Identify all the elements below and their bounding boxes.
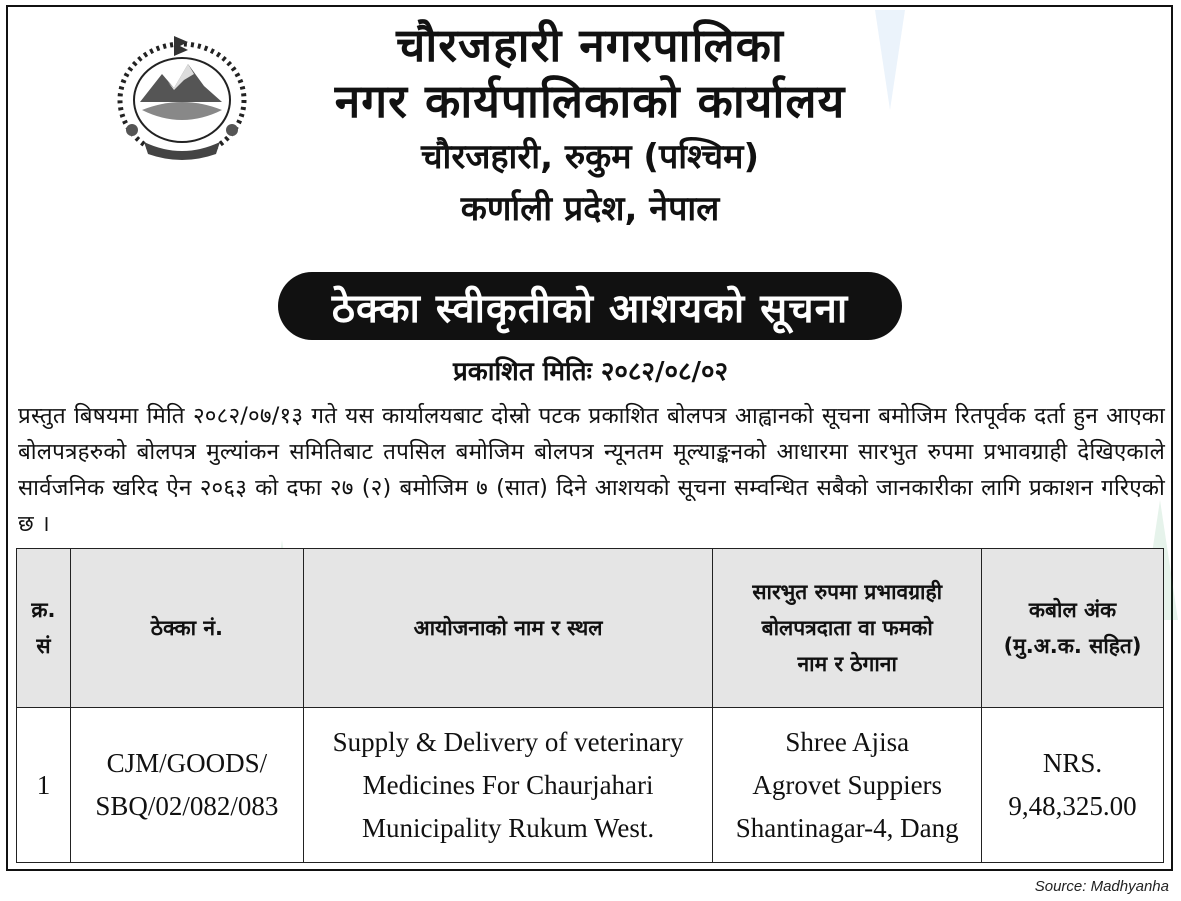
office-address: चौरजहारी, रुकुम (पश्चिम) xyxy=(420,137,760,177)
contract-table xyxy=(16,548,1164,863)
office-header xyxy=(270,18,910,234)
header-line: नाम र ठेगाना xyxy=(797,652,897,676)
header-line: कबोल अंक xyxy=(1028,598,1117,622)
notice-body: प्रस्तुत बिषयमा मिति २०८२/०७/१३ गते यस कार्यालयबाट दोस्रो पटक प्रकाशित बोलपत्र आह्वानको सूचना बमोजिम रितपूर्वक दर्ता हुन आएका बोलपत्रहरुको बोलपत्र मुल्यांकन समितिबाट तपसिल बमोजिम बोलपत्र न्यूनतम मूल्याङ्कनको आधारमा सारभुत रुपमा प्रभावग्राही देखिएकाले सार्वजनिक खरिद ऐन २०६३ को दफा २७ (२) बमोजिम ७ (सात) दिने आशयको सूचना सम्वन्धित सबैको जानकारीका लागि प्रकाशन गरिएको छ । xyxy=(18,403,1165,537)
header-serial xyxy=(17,549,71,708)
header-line: ठेक्का नं. xyxy=(150,616,223,640)
table-body xyxy=(17,708,1164,863)
cell-line: Shantinagar-4, Dang xyxy=(735,812,959,843)
notice-title: ठेक्का स्वीकृतीको आशयको सूचना xyxy=(278,272,902,340)
header-line: सं xyxy=(36,634,51,658)
header-project-name xyxy=(303,549,712,708)
published-date: प्रकाशित मितिः २०८२/०८/०२ xyxy=(452,357,729,387)
header-bid-amount xyxy=(982,549,1164,708)
province-country: कर्णाली प्रदेश, नेपाल xyxy=(460,189,720,229)
nepal-government-emblem-icon xyxy=(104,30,260,166)
cell-bid-amount xyxy=(982,708,1164,863)
table-row xyxy=(17,708,1164,863)
header-bidder-name xyxy=(713,549,982,708)
source-credit: Source: Madhyanha xyxy=(1034,878,1169,895)
header-line: आयोजनाको नाम र स्थल xyxy=(413,616,603,640)
cell-line: Medicines For Chaurjahari xyxy=(362,769,654,800)
office-name: नगर कार्यपालिकाको कार्यालय xyxy=(334,74,846,128)
cell-line: 1 xyxy=(36,769,51,800)
header-line: बोलपत्रदाता वा फमको xyxy=(761,616,933,640)
cell-serial xyxy=(17,708,71,863)
cell-bidder-name xyxy=(713,708,982,863)
cell-line: SBQ/02/082/083 xyxy=(95,791,279,821)
cell-line: Agrovet Suppiers xyxy=(752,769,943,800)
cell-line: Supply & Delivery of veterinary xyxy=(332,726,684,757)
cell-line: NRS. xyxy=(1042,748,1103,778)
cell-line: CJM/GOODS/ xyxy=(106,748,268,778)
municipality-name: चौरजहारी नगरपालिका xyxy=(396,18,784,72)
header-line: सारभुत रुपमा प्रभावग्राही xyxy=(752,580,943,604)
header-line: (मु.अ.क. सहित) xyxy=(1003,634,1142,658)
table-header-row xyxy=(17,549,1164,708)
cell-line: Shree Ajisa xyxy=(785,726,910,757)
cell-project-name xyxy=(303,708,712,863)
header-line: क्र. xyxy=(31,598,56,622)
cell-contract-number xyxy=(70,708,303,863)
cell-line: 9,48,325.00 xyxy=(1008,791,1137,821)
cell-line: Municipality Rukum West. xyxy=(362,812,655,843)
header-contract-number xyxy=(70,549,303,708)
